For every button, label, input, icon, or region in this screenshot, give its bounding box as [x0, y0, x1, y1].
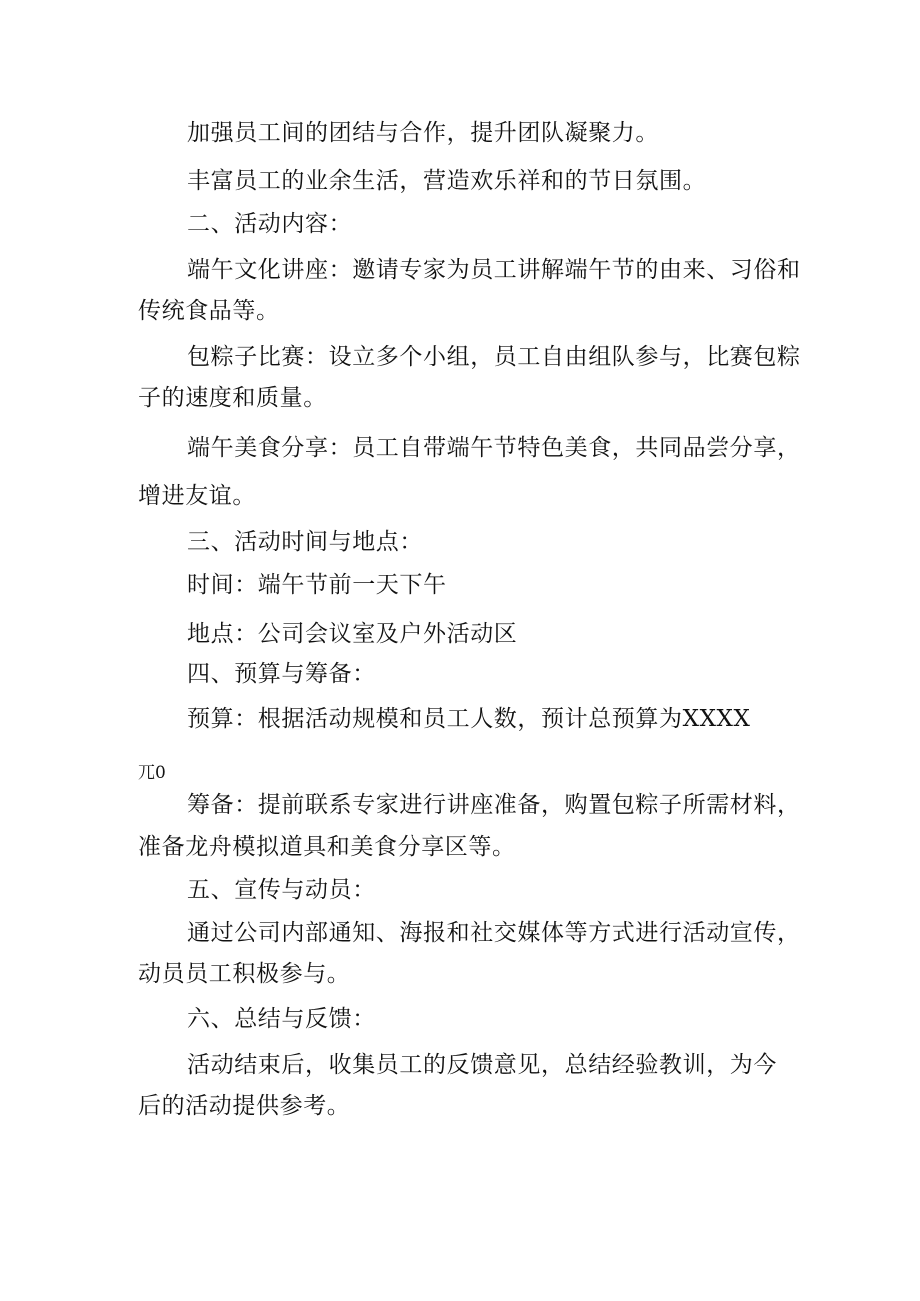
paragraph-line: 活动结束后，收集员工的反馈意见，总结经验教训，为今 [187, 1052, 777, 1078]
paragraph-line: 端午美食分享：员工自带端午节特色美食，共同品尝分享， [187, 435, 801, 461]
paragraph-line: 通过公司内部通知、海报和社交媒体等方式进行活动宣传， [187, 920, 801, 946]
paragraph-line: 加强员工间的团结与合作，提升团队凝聚力。 [187, 120, 659, 146]
paragraph-line: 传统食品等。 [138, 298, 280, 324]
paragraph-line: 准备龙舟模拟道具和美食分享区等。 [138, 834, 516, 860]
section-heading: 四、预算与筹备： [187, 661, 376, 687]
paragraph-line: 筹备：提前联系专家进行讲座准备，购置包粽子所需材料， [187, 792, 801, 818]
section-heading: 二、活动内容： [187, 211, 353, 237]
paragraph-line: 包粽子比赛：设立多个小组，员工自由组队参与，比赛包粽 [187, 344, 801, 370]
paragraph-line: 端午文化讲座：邀请专家为员工讲解端午节的由来、习俗和 [187, 257, 801, 283]
paragraph-line: 动员员工积极参与。 [138, 961, 351, 987]
paragraph-line: 地点：公司会议室及户外活动区 [187, 621, 518, 647]
paragraph-line: 丰富员工的业余生活，营造欢乐祥和的节日氛围。 [187, 168, 707, 194]
section-heading: 六、总结与反馈： [187, 1006, 376, 1032]
paragraph-line: 预算：根据活动规模和员工人数，预计总预算为XXXX [187, 706, 751, 732]
section-heading: 三、活动时间与地点： [187, 529, 423, 555]
paragraph-line: 增进友谊。 [138, 483, 256, 509]
paragraph-line: 后的活动提供参考。 [138, 1093, 351, 1119]
section-heading: 五、宣传与动员： [187, 877, 376, 903]
paragraph-line: 兀0 [138, 763, 166, 783]
paragraph-line: 时间：端午节前一天下午 [187, 572, 447, 598]
paragraph-line: 子的速度和质量。 [138, 385, 327, 411]
